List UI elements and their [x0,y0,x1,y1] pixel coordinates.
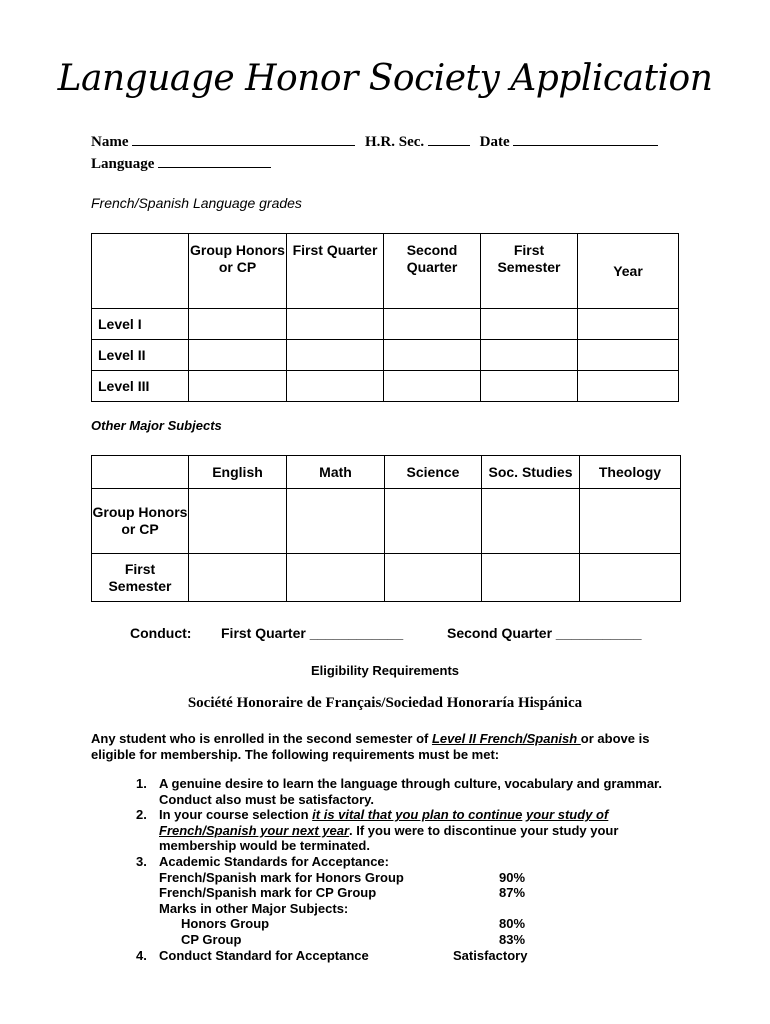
row-label: Level I [92,309,189,340]
list-item [136,776,696,807]
column-header [92,456,189,489]
row-label: First Semester [92,554,189,602]
grade-cell[interactable] [189,309,287,340]
grade-cell[interactable] [287,340,384,371]
standard-value: 90% [499,869,526,885]
language-label: Language [91,156,155,172]
eligibility-intro [91,731,691,763]
grade-cell[interactable] [189,340,287,371]
grade-cell[interactable] [580,489,681,554]
hr-sec-field[interactable] [428,131,470,146]
table-row [92,309,679,340]
grade-cell[interactable] [578,371,679,402]
item-text: In your course selection [159,807,313,823]
row-label: Level III [92,371,189,402]
item-value: Satisfactory [453,947,528,963]
standard-row [159,885,696,901]
list-item [136,807,696,854]
grade-cell[interactable] [287,309,384,340]
column-header: English [189,456,287,489]
grade-cell[interactable] [287,489,385,554]
standard-row [159,870,696,886]
grade-cell[interactable] [189,371,287,402]
column-header: Math [287,456,385,489]
grade-cell[interactable] [580,554,681,602]
requirements-list [136,776,696,963]
standard-value: 80% [499,916,526,932]
column-header [92,234,189,309]
intro-emphasis: Level II French/Spanish [431,731,581,746]
standard-label: Honors Group [181,916,270,932]
language-field-row [91,153,271,173]
standard-row [159,916,696,932]
table-row [92,371,679,402]
item-number: 4. [136,947,147,963]
table-row [92,340,679,371]
page-title: Language Honor Society Application [57,58,713,99]
table-row [92,554,681,602]
other-marks-label: Marks in other Major Subjects: [159,900,349,916]
item-text: A genuine desire to learn the language through culture, vocabulary and grammar. Conduct also must be satisfactory. [159,776,663,807]
column-header: Year [578,234,679,309]
standard-row [159,932,696,948]
grade-cell[interactable] [384,340,481,371]
list-item [136,854,696,948]
hr-sec-label: H.R. Sec. [365,134,425,150]
item-emphasis: your study of French/Spanish your next year [159,807,609,838]
name-field-row [91,131,658,151]
column-header: Group Honors or CP [189,234,287,309]
item-text: Conduct Standard for Acceptance [159,947,369,963]
table-row [92,489,681,554]
item-text: Academic Standards for Acceptance: [159,853,389,869]
item-number: 2. [136,807,147,823]
conduct-second-quarter: Second Quarter ___________ [447,625,642,641]
item-emphasis: it is vital that you plan to continue [312,807,523,823]
grade-cell[interactable] [384,309,481,340]
grade-cell[interactable] [384,371,481,402]
society-name: Société Honoraire de Français/Sociedad Honoraría Hispánica [187,695,583,711]
name-field[interactable] [132,131,355,146]
standard-label: French/Spanish mark for CP Group [159,885,377,901]
column-header: Theology [580,456,681,489]
grade-cell[interactable] [481,340,578,371]
grade-cell[interactable] [481,371,578,402]
column-header: Science [385,456,482,489]
grade-cell[interactable] [287,554,385,602]
standard-value: 87% [499,885,526,901]
grade-cell[interactable] [287,371,384,402]
list-item [136,948,696,964]
grade-cell[interactable] [482,489,580,554]
grade-cell[interactable] [385,554,482,602]
grade-cell[interactable] [481,309,578,340]
grade-cell[interactable] [189,489,287,554]
column-header: First Quarter [287,234,384,309]
row-label: Group Honors or CP [92,489,189,554]
other-subjects-table [91,455,681,602]
standard-label: French/Spanish mark for Honors Group [159,869,404,885]
date-label: Date [479,134,510,150]
column-header: Soc. Studies [482,456,580,489]
grade-cell[interactable] [578,309,679,340]
language-field[interactable] [158,153,271,168]
standard-value: 83% [499,931,526,947]
item-number: 3. [136,853,147,869]
intro-text-2: or above is eligible for membership. The following requirements must be met: [91,731,650,762]
intro-text: Any student who is enrolled in the second semester of [91,731,432,746]
conduct-first-quarter: First Quarter ____________ [221,625,404,641]
grades-section-heading: French/Spanish Language grades [91,195,302,211]
column-header: First Semester [481,234,578,309]
date-field[interactable] [513,131,658,146]
grade-cell[interactable] [482,554,580,602]
conduct-label: Conduct: [130,625,192,641]
grade-cell[interactable] [385,489,482,554]
column-header: Second Quarter [384,234,481,309]
row-label: Level II [92,340,189,371]
grade-cell[interactable] [189,554,287,602]
eligibility-heading: Eligibility Requirements [310,663,460,678]
other-subjects-heading: Other Major Subjects [91,418,222,433]
name-label: Name [91,134,129,150]
grades-table [91,233,679,402]
item-number: 1. [136,776,147,791]
grade-cell[interactable] [578,340,679,371]
item-text: . If you were to discontinue your study your membership would be terminated. [159,822,619,854]
standard-label: CP Group [181,931,242,947]
